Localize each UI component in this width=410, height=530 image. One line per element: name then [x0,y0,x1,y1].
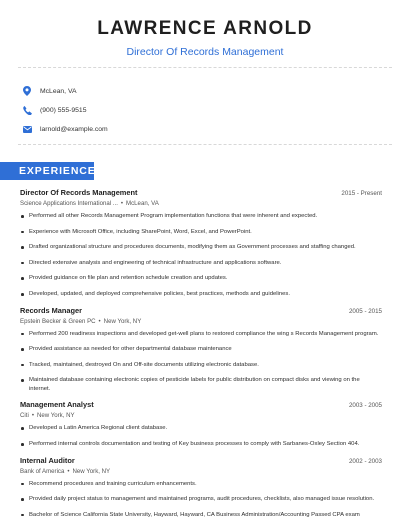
resume-header [0,18,410,59]
location-text: McLean, VA [40,87,77,95]
experience-section-heading: EXPERIENCE [0,162,94,180]
job-bullet: Performed internal controls documentation and testing of Key business processes to comply with Sarbanes-Oxley Section 404. [20,440,382,448]
job-dates: 2002 - 2003 [348,457,382,465]
job-bullet: Maintained database containing electronic copies of pesticide labels for public distribution on compact disks and viewing on the internet. [20,376,382,393]
job-bullet: Drafted organizational structure and procedures documents, modifying them as Government processes and staffing changed. [20,243,382,251]
job-bullets [20,212,382,298]
job-header [20,456,382,467]
job-role: Director Of Records Management [20,188,138,197]
job-bullet: Experience with Microsoft Office, including SharePoint, Word, Excel, and PowerPoint. [20,228,382,236]
job-company-line [20,200,382,210]
job-company-line [20,412,382,422]
job-company: Epstein Becker & Green PC [20,317,96,325]
job-bullet: Performed 200 readiness inspections and developed get-well plans to restored compliance the wing s Records Management program. [20,330,382,338]
email-text: larnold@example.com [40,125,108,133]
job-bullet: Recommend procedures and training curriculum enhancements. [20,480,382,488]
job-role: Records Manager [20,305,83,315]
contact-location [22,82,382,100]
job-entry [20,188,382,298]
contact-email [22,120,382,138]
job-header [20,400,382,411]
job-company-line [20,318,382,328]
job-header [20,306,382,317]
job-company-line [20,468,382,478]
job-dates: 2015 - Present [341,190,382,197]
job-company: Citi [20,412,29,420]
bullet-separator: • [67,467,70,475]
job-company: Science Applications International ... [20,200,118,207]
job-bullet: Provided guidance on file plan and retention schedule creation and updates. [20,274,382,282]
job-bullet: Tracked, maintained, destroyed On and Off-site documents utilizing electronic database. [20,361,382,369]
job-location: New York, NY [72,467,111,475]
job-dates: 2005 - 2015 [348,307,382,315]
job-bullet: Performed all other Records Management Program implementation functions that were inherent and expected. [20,212,382,220]
phone-icon [22,105,32,115]
job-bullet: Bachelor of Science California State University, Hayward, Hayward, CA Business Administration/Accounting Passed CPA exam [20,511,382,519]
job-role: Internal Auditor [20,455,75,465]
experience-list [20,188,382,526]
job-bullet: Developed, updated, and deployed comprehensive policies, best practices, methods and guidelines. [20,290,382,298]
job-bullet: Directed extensive analysis and engineering of technical infrastructure and applications software. [20,259,382,267]
job-bullet: Developed a Latin America Regional client database. [20,424,382,432]
job-location: New York, NY [36,412,75,420]
job-location: New York, NY [103,317,142,325]
job-entry [20,456,382,520]
bullet-separator: • [98,317,101,325]
bullet-separator: • [31,412,34,420]
job-bullet: Provided assistance as needed for other departmental database maintenance [20,345,382,353]
job-bullets [20,424,382,448]
envelope-icon [22,124,32,134]
contact-divider [18,144,392,145]
job-dates: 2003 - 2005 [348,402,382,410]
job-bullets [20,330,382,394]
job-bullet: Provided daily project status to management and maintained programs, audit procedures, checklists, also managed issue resolution. [20,495,382,503]
bullet-separator: • [120,200,124,207]
job-header [20,188,382,199]
job-company: Bank of America [20,467,65,475]
job-location: McLean, VA [126,200,159,207]
candidate-name: LAWRENCE ARNOLD [97,18,313,39]
contact-info [22,82,382,139]
header-divider [18,67,392,68]
phone-text: (900) 555-9515 [40,106,87,114]
contact-phone [22,101,382,119]
candidate-title: Director Of Records Management [126,46,284,58]
job-role: Management Analyst [20,400,94,410]
map-pin-icon [22,86,32,96]
job-bullets [20,480,382,520]
job-entry [20,400,382,448]
job-entry [20,306,382,394]
